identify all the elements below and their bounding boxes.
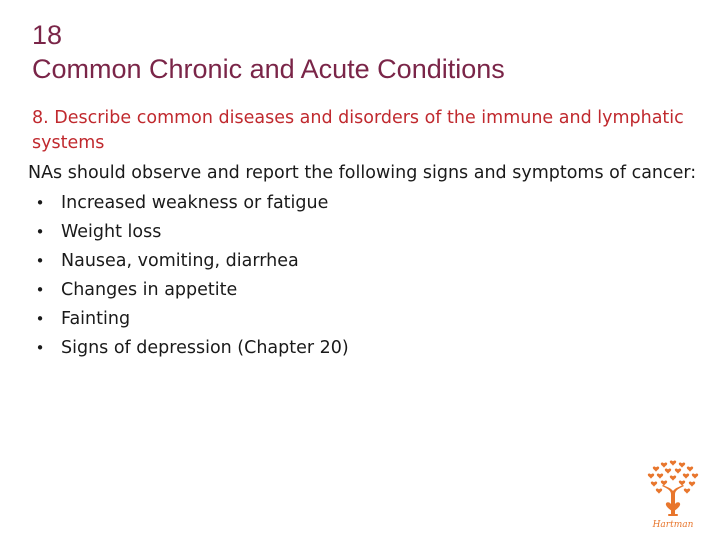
logo-wordmark: Hartman <box>652 520 694 530</box>
learning-objective: 8. Describe common diseases and disorders of the immune and lymphatic systems <box>32 108 684 153</box>
chapter-heading <box>32 18 505 86</box>
bullet-icon: • <box>35 223 45 241</box>
bullet-icon: • <box>35 252 45 270</box>
list-item: • Increased weakness or fatigue <box>28 189 698 218</box>
bullet-icon: • <box>35 194 45 212</box>
list-item: • Weight loss <box>28 218 698 247</box>
heart-tree-logo-icon <box>642 458 704 532</box>
slide-body <box>28 160 698 363</box>
chapter-number: 18 <box>32 20 63 50</box>
list-item: • Changes in appetite <box>28 276 698 305</box>
symptom-list <box>28 189 698 363</box>
list-item: • Signs of depression (Chapter 20) <box>28 334 698 363</box>
chapter-title: Common Chronic and Acute Conditions <box>32 54 505 84</box>
intro-text: NAs should observe and report the following signs and symptoms of cancer: <box>28 163 697 183</box>
list-item: • Fainting <box>28 305 698 334</box>
list-item: • Nausea, vomiting, diarrhea <box>28 247 698 276</box>
bullet-icon: • <box>35 310 45 328</box>
bullet-icon: • <box>35 281 45 299</box>
bullet-icon: • <box>35 339 45 357</box>
